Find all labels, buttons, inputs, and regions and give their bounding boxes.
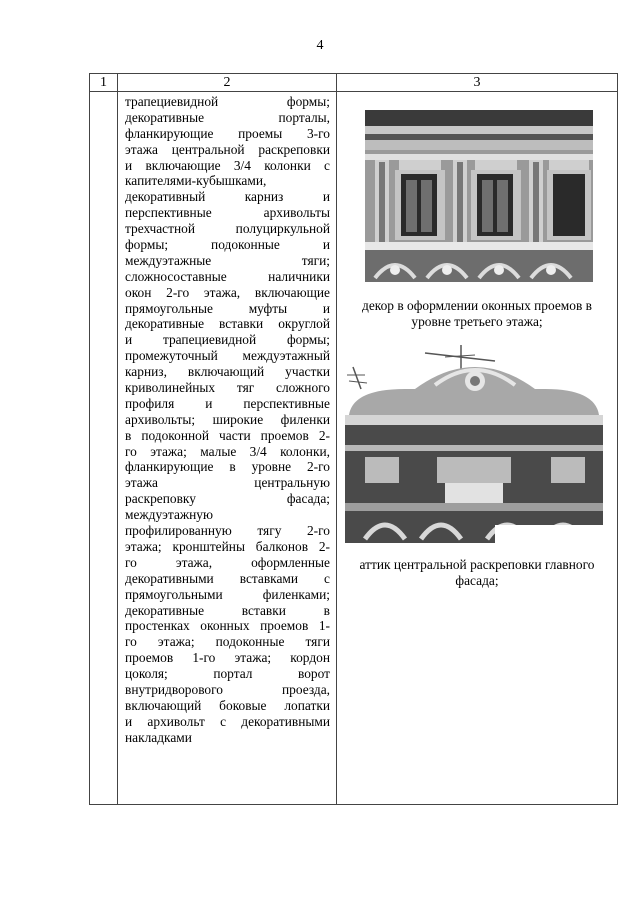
description-line: этажа центральной раскреповки xyxy=(125,141,330,157)
figure-caption-2 xyxy=(337,557,617,589)
window-decor-photo xyxy=(365,110,593,282)
description-line: декоративные вставки в xyxy=(125,602,330,618)
description-line: формы; подоконные и xyxy=(125,237,330,253)
description-line: трехчастной полуциркульной xyxy=(125,221,330,237)
description-line: го этажа; подоконные тяги xyxy=(125,634,330,650)
description-line: криволинейных тяг сложного xyxy=(125,380,330,396)
caption-line: фасада; xyxy=(455,573,499,588)
description-line: профилированную тягу 2-го xyxy=(125,523,330,539)
description-line: раскреповку фасада; xyxy=(125,491,330,507)
page-number: 4 xyxy=(316,38,324,53)
description-line: включающий боковые лопатки xyxy=(125,697,330,713)
description-line: прямоугольными филенками; xyxy=(125,586,330,602)
description-line: го этажа; малые 3/4 колонки, xyxy=(125,443,330,459)
description-line: декоративные вставки округлой xyxy=(125,316,330,332)
description-line: накладками xyxy=(125,729,192,745)
table-row xyxy=(90,92,618,805)
column-header-1: 1 xyxy=(90,74,118,92)
description-line: капителями-кубышками, xyxy=(125,173,267,189)
description-line: этажа центральную xyxy=(125,475,330,491)
description-line: фланкирующие в уровне 2-го xyxy=(125,459,330,475)
description-line: трапециевидной формы; xyxy=(125,94,330,109)
description-line: и трапециевидной формы; xyxy=(125,332,330,348)
description-line: проемов 1-го этажа; кордон xyxy=(125,650,330,666)
photos-cell xyxy=(337,92,618,805)
description-line: карниз, включающий участки xyxy=(125,364,330,380)
description-line: внутридворового проезда, xyxy=(125,681,330,697)
description-line: фланкирующие проемы 3-го xyxy=(125,125,330,141)
description-line: цоколя; портал ворот xyxy=(125,666,330,682)
description-line: междуэтажные тяги; xyxy=(125,252,330,268)
description-line: архивольты; широкие филенки xyxy=(125,411,330,427)
description-line: прямоугольные муфты и xyxy=(125,300,330,316)
description-line: декоративный карниз и xyxy=(125,189,330,205)
description-line: окон 2-го этажа, включающие xyxy=(125,284,330,300)
description-cell xyxy=(118,92,337,805)
row-number-cell xyxy=(90,92,118,805)
description-line: декоративными вставками с xyxy=(125,570,330,586)
caption-line: уровне третьего этажа; xyxy=(411,314,543,329)
description-line: го этажа, оформленные xyxy=(125,554,330,570)
description-line: простенках оконных проемов 1- xyxy=(125,618,330,634)
caption-line: декор в оформлении оконных проемов в xyxy=(362,298,592,313)
description-line: промежуточный междуэтажный xyxy=(125,348,330,364)
object-table xyxy=(89,73,618,805)
column-header-3: 3 xyxy=(337,74,618,92)
table-header-row xyxy=(90,74,618,92)
figure-caption-1 xyxy=(337,298,617,330)
description-line: декоративные порталы, xyxy=(125,109,330,125)
column-header-2: 2 xyxy=(118,74,337,92)
description-line: и включающие 3/4 колонки с xyxy=(125,157,330,173)
description-line: междуэтажную xyxy=(125,507,214,523)
description-line: сложносоставные наличники xyxy=(125,268,330,284)
caption-line: аттик центральной раскреповки главного xyxy=(359,557,595,572)
description-line: перспективные архивольты xyxy=(125,205,330,221)
description-line: и архивольт с декоративными xyxy=(125,713,330,729)
description-text xyxy=(125,94,330,746)
description-line: в подоконной части проемов 2- xyxy=(125,427,330,443)
attic-photo xyxy=(345,345,603,543)
description-line: профиля и перспективные xyxy=(125,395,330,411)
description-line: этажа; кронштейны балконов 2- xyxy=(125,538,330,554)
